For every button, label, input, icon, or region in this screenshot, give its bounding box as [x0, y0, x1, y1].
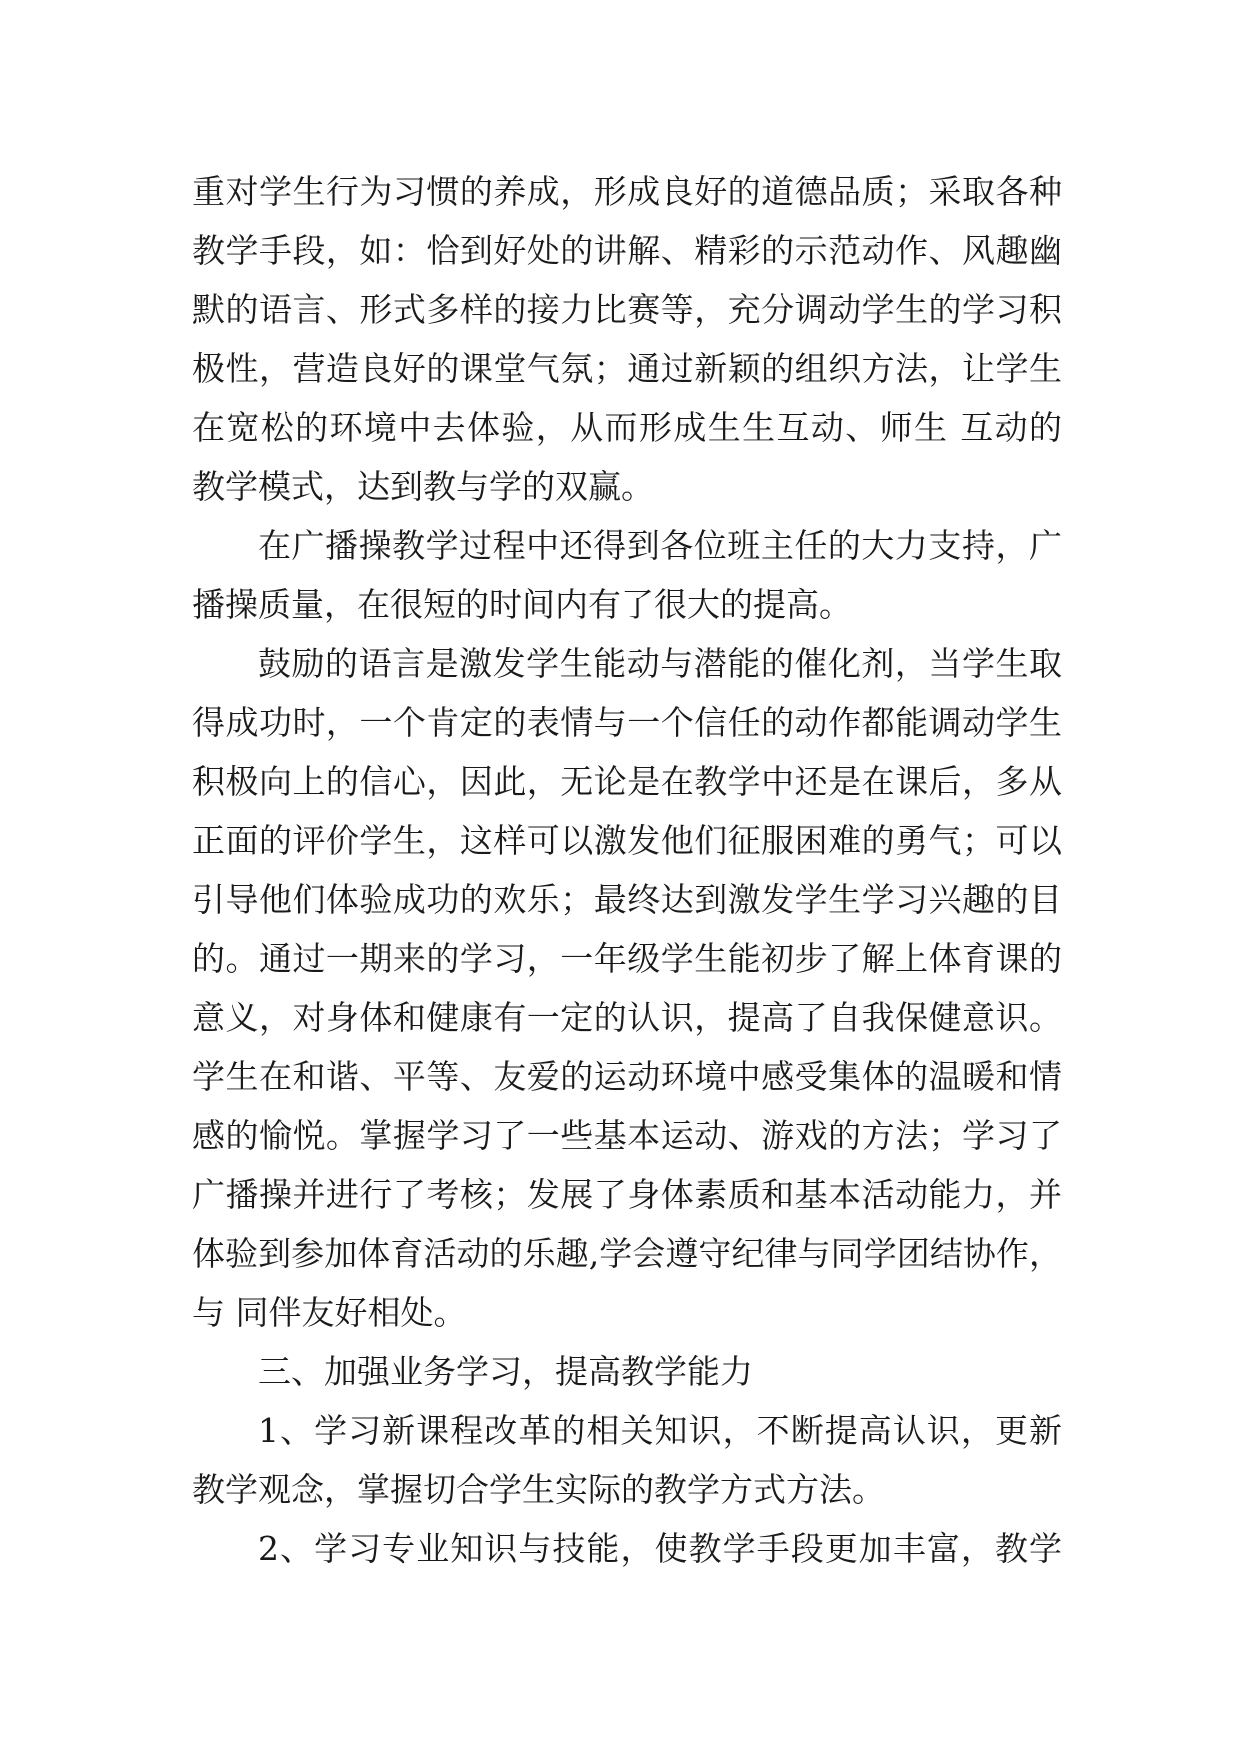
- text-line: 的。通过一期来的学习，一年级学生能初步了解上体育课的: [192, 939, 1062, 978]
- text-line: 正面的评价学生，这样可以激发他们征服困难的勇气；可以: [192, 821, 1062, 860]
- document-body: [192, 162, 1062, 1578]
- text-line: 教学手段，如：恰到好处的讲解、精彩的示范动作、风趣幽: [192, 231, 1062, 270]
- text-line: 默的语言、形式多样的接力比赛等，充分调动学生的学习积: [192, 290, 1062, 329]
- text-line: 在宽松的环境中去体验，从而形成生生互动、师生 互动的: [192, 408, 1062, 447]
- text-line: 重对学生行为习惯的养成，形成良好的道德品质；采取各种: [192, 172, 1062, 211]
- text-line: 鼓励的语言是激发学生能动与潜能的催化剂，当学生取: [258, 644, 1062, 683]
- text-line: 三、加强业务学习，提高教学能力: [258, 1352, 753, 1391]
- text-line: 意义，对身体和健康有一定的认识，提高了自我保健意识。: [192, 998, 1062, 1037]
- text-line: 在广播操教学过程中还得到各位班主任的大力支持，广: [258, 526, 1062, 565]
- text-line: 2、学习专业知识与技能，使教学手段更加丰富，教学: [258, 1529, 1062, 1568]
- text-line: 学生在和谐、平等、友爱的运动环境中感受集体的温暖和情: [192, 1057, 1062, 1096]
- text-line: 得成功时，一个肯定的表情与一个信任的动作都能调动学生: [192, 703, 1062, 742]
- text-line: 与 同伴友好相处。: [192, 1293, 467, 1332]
- text-line: 播操质量，在很短的时间内有了很大的提高。: [192, 585, 852, 624]
- text-line: 积极向上的信心，因此，无论是在教学中还是在课后，多从: [192, 762, 1062, 801]
- text-line: 1、学习新课程改革的相关知识，不断提高认识，更新: [258, 1411, 1062, 1450]
- text-line: 教学模式，达到教与学的双赢。: [192, 467, 654, 506]
- text-line: 体验到参加体育活动的乐趣,学会遵守纪律与同学团结协作，: [192, 1234, 1062, 1273]
- text-line: 教学观念，掌握切合学生实际的教学方式方法。: [192, 1470, 885, 1509]
- text-line: 广播操并进行了考核；发展了身体素质和基本活动能力，并: [192, 1175, 1062, 1214]
- text-line: 极性，营造良好的课堂气氛；通过新颖的组织方法，让学生: [192, 349, 1062, 388]
- text-line: 感的愉悦。掌握学习了一些基本运动、游戏的方法；学习了: [192, 1116, 1062, 1155]
- text-line: 引导他们体验成功的欢乐；最终达到激发学生学习兴趣的目: [192, 880, 1062, 919]
